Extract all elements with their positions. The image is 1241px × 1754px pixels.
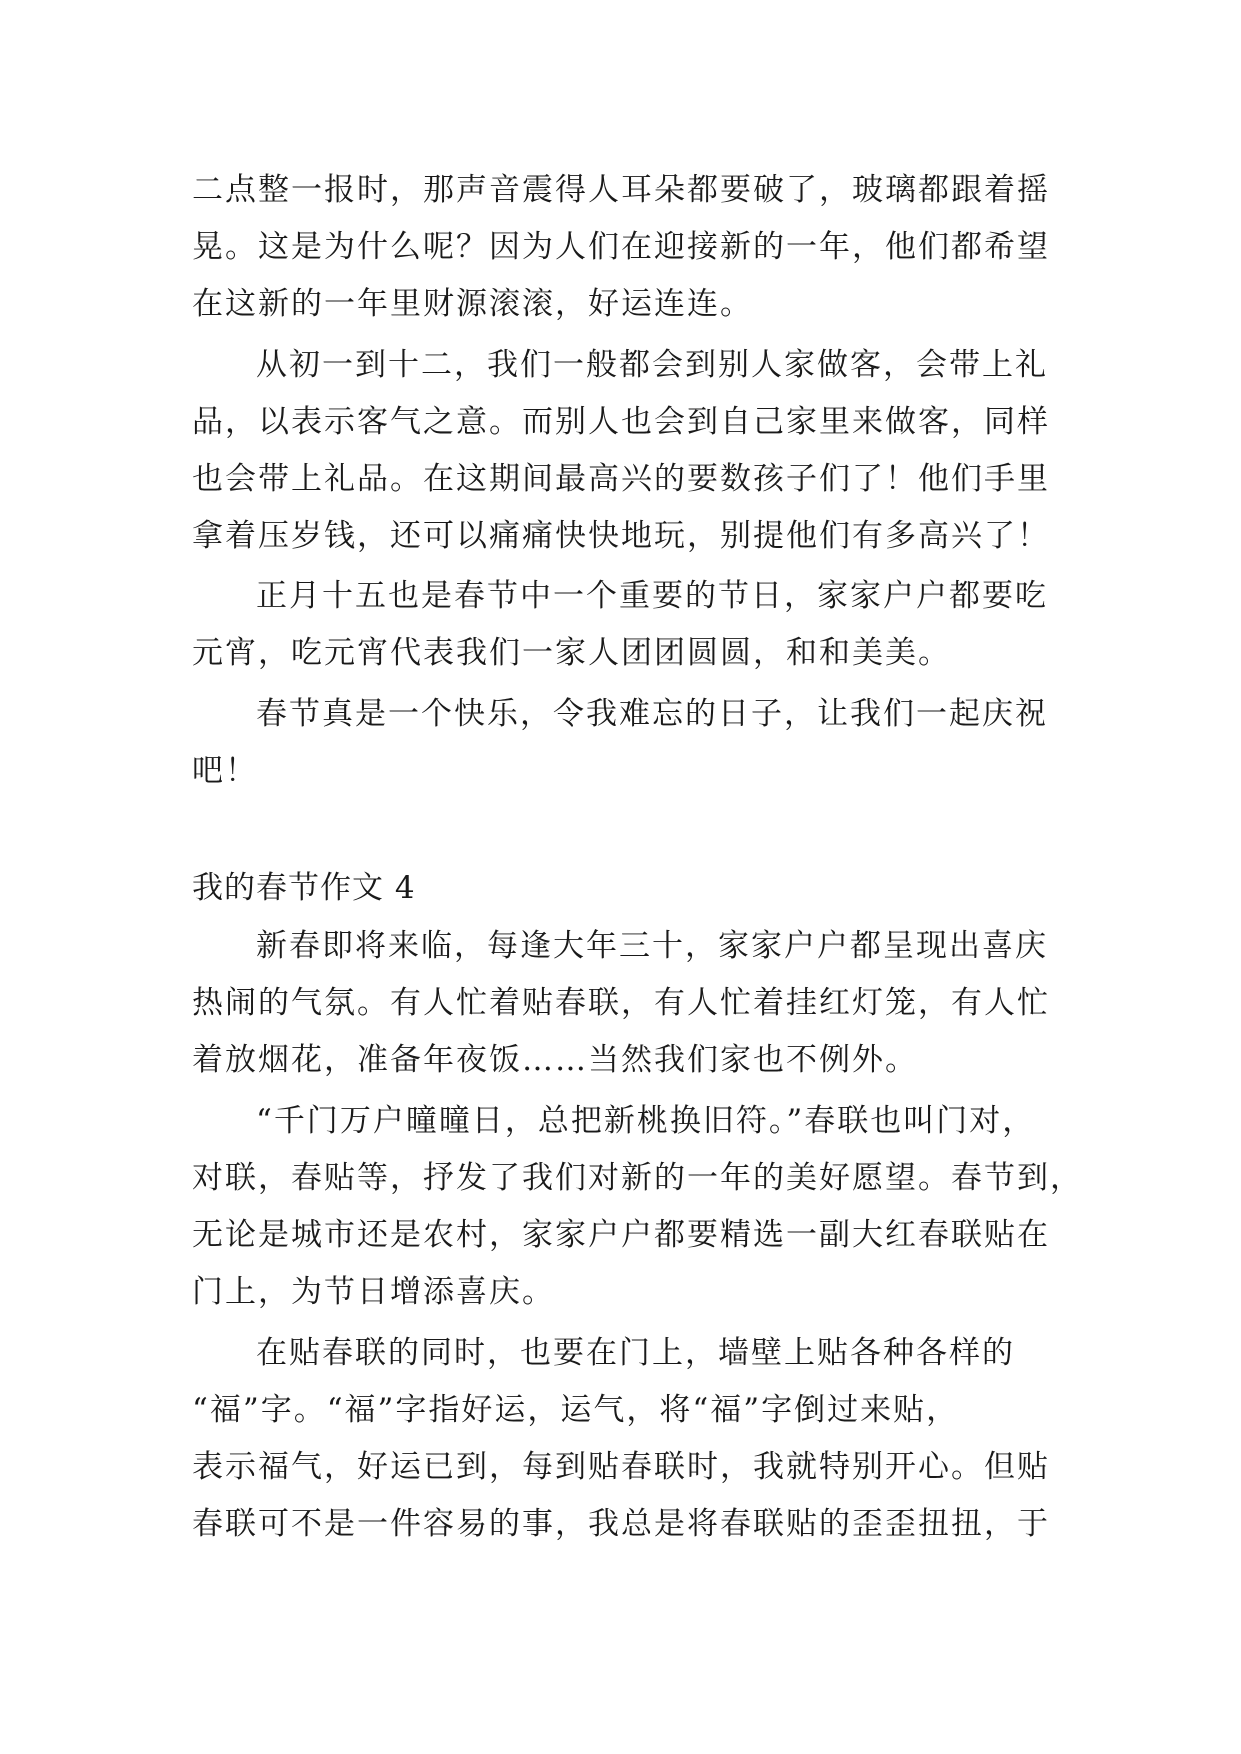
paragraph-line: 门上，为节日增添喜庆。 (192, 1274, 555, 1310)
paragraph-line: 着放烟花，准备年夜饭……当然我们家也不例外。 (192, 1042, 918, 1078)
paragraph-line: “福”字。“福”字指好运，运气，将“福”字倒过来贴， (192, 1392, 960, 1428)
paragraph-line: 二点整一报时，那声音震得人耳朵都要破了，玻璃都跟着摇 (192, 172, 1050, 208)
paragraph-line: 拿着压岁钱，还可以痛痛快快地玩，别提他们有多高兴了！ (192, 518, 1050, 554)
paragraph-line: 春联可不是一件容易的事，我总是将春联贴的歪歪扭扭，于 (192, 1506, 1050, 1542)
paragraph-line: 对联，春贴等，抒发了我们对新的一年的美好愿望。春节到， (192, 1160, 1083, 1196)
paragraph-line: 品，以表示客气之意。而别人也会到自己家里来做客，同样 (192, 404, 1050, 440)
paragraph-line: 表示福气，好运已到，每到贴春联时，我就特别开心。但贴 (192, 1449, 1050, 1485)
paragraph-line: 在这新的一年里财源滚滚，好运连连。 (192, 286, 753, 322)
paragraph-line: 新春即将来临，每逢大年三十，家家户户都呈现出喜庆 (256, 928, 1048, 964)
paragraph-line: 在贴春联的同时，也要在门上，墙壁上贴各种各样的 (256, 1335, 1015, 1371)
paragraph-line: 无论是城市还是农村，家家户户都要精选一副大红春联贴在 (192, 1217, 1050, 1253)
section-heading: 我的春节作文 4 (192, 870, 416, 906)
paragraph-line: 晃。这是为什么呢？因为人们在迎接新的一年，他们都希望 (192, 229, 1050, 265)
paragraph-line: “千门万户曈曈日，总把新桃换旧符。”春联也叫门对， (256, 1103, 1036, 1139)
paragraph-line: 也会带上礼品。在这期间最高兴的要数孩子们了！他们手里 (192, 461, 1050, 497)
paragraph-line: 正月十五也是春节中一个重要的节日，家家户户都要吃 (256, 578, 1048, 614)
paragraph-line: 吧！ (192, 753, 258, 789)
paragraph-line: 热闹的气氛。有人忙着贴春联，有人忙着挂红灯笼，有人忙 (192, 985, 1050, 1021)
paragraph-line: 元宵，吃元宵代表我们一家人团团圆圆，和和美美。 (192, 635, 951, 671)
paragraph-line: 春节真是一个快乐，令我难忘的日子，让我们一起庆祝 (256, 696, 1048, 732)
paragraph-line: 从初一到十二，我们一般都会到别人家做客，会带上礼 (256, 347, 1048, 383)
